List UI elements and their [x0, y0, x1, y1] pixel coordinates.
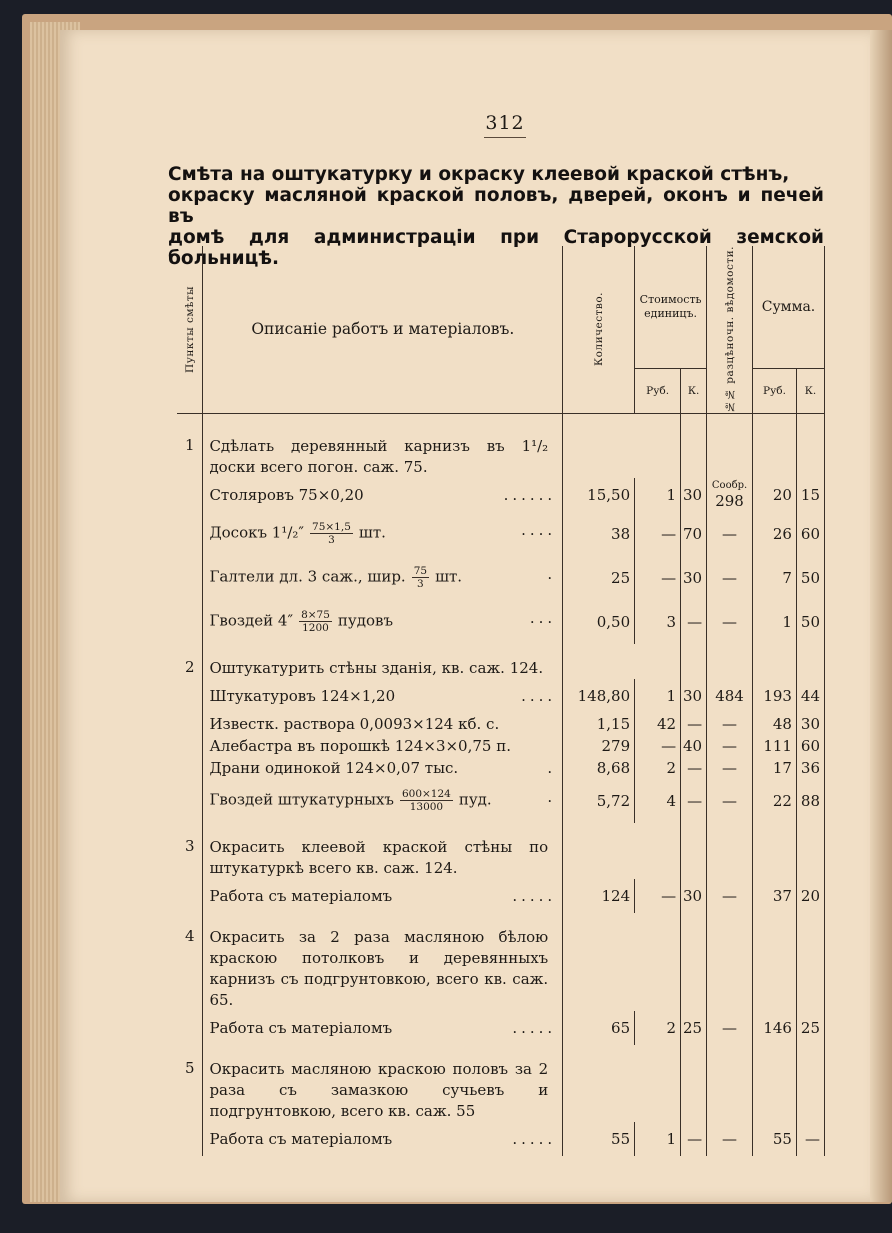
section-row — [177, 913, 825, 1011]
empty-cell — [635, 913, 681, 1011]
item-unit: пудовъ — [337, 611, 393, 630]
unit-rub-value: 1 — [635, 478, 681, 512]
item-description — [203, 879, 563, 913]
item-name: Штукатуровъ 124×1,20 — [209, 686, 396, 705]
reference-cell — [707, 512, 753, 556]
point-number: 2 — [177, 644, 203, 679]
reference-cell — [707, 735, 753, 757]
quantity-value: 65 — [563, 1011, 635, 1045]
leader-dots: ..... — [512, 886, 557, 905]
unit-rub-value: 2 — [635, 1011, 681, 1045]
table-row — [177, 512, 825, 556]
section-row — [177, 823, 825, 879]
empty-cell — [681, 823, 707, 879]
reference-cell — [707, 757, 753, 779]
leader-dots: ...... — [503, 485, 557, 504]
section-row — [177, 1045, 825, 1122]
sum-rub-value: 111 — [753, 735, 797, 757]
empty-cell — [796, 644, 824, 679]
reference-cell — [707, 779, 753, 823]
item-unit: шт. — [358, 523, 386, 542]
unit-rub-value: 4 — [635, 779, 681, 823]
table-row — [177, 1122, 825, 1156]
point-empty — [177, 779, 203, 823]
quantity-value: 38 — [563, 512, 635, 556]
header-sum: Сумма. — [753, 246, 825, 368]
unit-kop-value: — — [681, 757, 707, 779]
point-empty — [177, 1122, 203, 1156]
reference-cell — [707, 679, 753, 713]
header-unit-rub: Руб. — [635, 368, 681, 413]
item-name: Гвоздей 4″ — [209, 611, 294, 630]
point-empty — [177, 757, 203, 779]
unit-kop-value: 40 — [681, 735, 707, 757]
item-name: Известк. раствора 0,0093×124 кб. с. — [209, 714, 500, 733]
page-number-rule — [484, 137, 526, 138]
section-row — [177, 413, 825, 478]
header-reference: №№ разцѣночн. вѣдомости. — [707, 246, 753, 413]
empty-cell — [753, 413, 797, 478]
empty-cell — [707, 1045, 753, 1122]
item-description — [203, 512, 563, 556]
leader-dots: ..... — [512, 1018, 557, 1037]
table-row — [177, 879, 825, 913]
quantity-value: 1,15 — [563, 713, 635, 735]
fraction-numerator: 8×75 — [301, 609, 330, 622]
quantity-value: 5,72 — [563, 779, 635, 823]
empty-cell — [796, 823, 824, 879]
item-fraction — [412, 565, 429, 590]
empty-cell — [635, 1045, 681, 1122]
item-name: Гвоздей штукатурныхъ — [209, 790, 394, 809]
sum-kop-value: 60 — [796, 735, 824, 757]
section-text: Окрасить за 2 раза масляною бѣлою краскою потолковъ и деревянныхъ карнизъ съ подгрунтовкою, всего кв. саж. 65. — [209, 927, 549, 1009]
empty-cell — [796, 413, 824, 478]
fraction-numerator: 75×1,5 — [312, 521, 351, 534]
header-sum-kop: К. — [796, 368, 824, 413]
fraction-denominator: 3 — [328, 534, 335, 547]
point-number: 5 — [177, 1045, 203, 1122]
point-empty — [177, 478, 203, 512]
empty-cell — [707, 913, 753, 1011]
point-empty — [177, 713, 203, 735]
sum-rub-value: 1 — [753, 600, 797, 644]
table-row — [177, 556, 825, 600]
table-row — [177, 713, 825, 735]
table-row — [177, 1011, 825, 1045]
empty-cell — [681, 644, 707, 679]
point-empty — [177, 679, 203, 713]
sum-kop-value: 15 — [796, 478, 824, 512]
sum-rub-value: 146 — [753, 1011, 797, 1045]
table-row — [177, 735, 825, 757]
reference-cell — [707, 713, 753, 735]
unit-rub-value: — — [635, 735, 681, 757]
reference-value: — — [722, 1018, 738, 1037]
unit-kop-value: — — [681, 779, 707, 823]
unit-kop-value: 30 — [681, 679, 707, 713]
leader-dots: . — [547, 565, 557, 584]
empty-cell — [563, 1045, 635, 1122]
item-fraction — [400, 788, 453, 813]
sum-kop-value: 60 — [796, 512, 824, 556]
section-row — [177, 644, 825, 679]
empty-cell — [563, 913, 635, 1011]
fraction-denominator: 1200 — [302, 622, 329, 635]
empty-cell — [635, 644, 681, 679]
page-right-edge — [870, 30, 892, 1202]
title-line: домѣ для администраціи при Старорусской земской больницѣ. — [168, 227, 824, 269]
sum-kop-value: — — [796, 1122, 824, 1156]
sum-rub-value: 48 — [753, 713, 797, 735]
sum-rub-value: 37 — [753, 879, 797, 913]
quantity-value: 15,50 — [563, 478, 635, 512]
leader-dots: .... — [521, 521, 557, 540]
section-text: Окрасить масляною краскою половъ за 2 раза съ замазкою сучьевъ и подгрунтовкою, всего кв. саж. 55 — [209, 1059, 549, 1120]
leader-dots: .... — [521, 686, 557, 705]
sum-kop-value: 25 — [796, 1011, 824, 1045]
unit-rub-value: — — [635, 512, 681, 556]
table-row — [177, 600, 825, 644]
unit-rub-value: 2 — [635, 757, 681, 779]
empty-cell — [563, 413, 635, 478]
empty-cell — [707, 413, 753, 478]
item-description — [203, 735, 563, 757]
quantity-value: 279 — [563, 735, 635, 757]
section-text: Сдѣлать деревянный карнизъ въ 1¹/₂ доски всего погон. саж. 75. — [209, 436, 549, 476]
fraction-numerator: 600×124 — [401, 788, 451, 801]
point-number: 1 — [177, 413, 203, 478]
sum-kop-value: 88 — [796, 779, 824, 823]
unit-kop-value: 30 — [681, 879, 707, 913]
empty-cell — [681, 1045, 707, 1122]
item-unit: шт. — [435, 567, 463, 586]
reference-cell — [707, 600, 753, 644]
item-fraction — [310, 521, 353, 546]
empty-cell — [707, 644, 753, 679]
item-name: Столяровъ 75×0,20 — [209, 485, 364, 504]
point-number: 3 — [177, 823, 203, 879]
table-row — [177, 779, 825, 823]
quantity-value: 25 — [563, 556, 635, 600]
item-description — [203, 757, 563, 779]
sum-rub-value: 7 — [753, 556, 797, 600]
table-header-row — [177, 246, 825, 368]
unit-rub-value: 1 — [635, 679, 681, 713]
reference-value: — — [722, 612, 738, 631]
unit-kop-value: 30 — [681, 556, 707, 600]
unit-kop-value: — — [681, 713, 707, 735]
header-quantity: Количество. — [563, 246, 635, 413]
item-fraction — [299, 609, 332, 634]
unit-rub-value: — — [635, 879, 681, 913]
leader-dots: ..... — [512, 1129, 557, 1148]
item-name: Галтели дл. 3 саж., шир. — [209, 567, 406, 586]
sum-kop-value: 20 — [796, 879, 824, 913]
quantity-value: 8,68 — [563, 757, 635, 779]
sum-rub-value: 193 — [753, 679, 797, 713]
empty-cell — [707, 823, 753, 879]
item-unit: пуд. — [458, 790, 492, 809]
estimate-table — [177, 246, 825, 1156]
unit-kop-value: 25 — [681, 1011, 707, 1045]
header-sum-rub: Руб. — [753, 368, 797, 413]
empty-cell — [753, 913, 797, 1011]
reference-value: 298 — [715, 491, 744, 510]
item-description — [203, 478, 563, 512]
leader-dots: . — [547, 758, 557, 777]
quantity-value: 55 — [563, 1122, 635, 1156]
fraction-numerator: 75 — [413, 565, 428, 578]
item-name: Досокъ 1¹/₂″ — [209, 523, 305, 542]
sum-rub-value: 20 — [753, 478, 797, 512]
item-name: Драни одинокой 124×0,07 тыс. — [209, 758, 459, 777]
unit-rub-value: — — [635, 556, 681, 600]
point-empty — [177, 512, 203, 556]
table-row — [177, 757, 825, 779]
item-description — [203, 1011, 563, 1045]
item-name: Работа съ матеріаломъ — [209, 1018, 393, 1037]
reference-note: Сообр. — [711, 479, 748, 491]
empty-cell — [681, 913, 707, 1011]
header-unit-kop: К. — [681, 368, 707, 413]
reference-cell — [707, 879, 753, 913]
reference-value: — — [722, 886, 738, 905]
quantity-value: 148,80 — [563, 679, 635, 713]
reference-cell — [707, 556, 753, 600]
header-unit-cost: Стоимость единицъ. — [635, 246, 707, 368]
empty-cell — [796, 1045, 824, 1122]
empty-cell — [563, 644, 635, 679]
title-line: Смѣта на оштукатурку и окраску клеевой краской стѣнъ, — [168, 164, 790, 185]
header-description: Описаніе работъ и матеріаловъ. — [203, 246, 563, 413]
reference-value: — — [722, 758, 738, 777]
fraction-denominator: 13000 — [409, 801, 444, 814]
item-description — [203, 600, 563, 644]
section-text: Окрасить клеевой краской стѣны по штукатуркѣ всего кв. саж. 124. — [209, 837, 549, 877]
unit-rub-value: 1 — [635, 1122, 681, 1156]
reference-cell — [707, 1011, 753, 1045]
point-number: 4 — [177, 913, 203, 1011]
sum-kop-value: 44 — [796, 679, 824, 713]
item-description — [203, 713, 563, 735]
point-empty — [177, 879, 203, 913]
empty-cell — [635, 413, 681, 478]
empty-cell — [753, 1045, 797, 1122]
empty-cell — [563, 823, 635, 879]
quantity-value: 124 — [563, 879, 635, 913]
empty-cell — [635, 823, 681, 879]
header-point: Пункты смѣты — [177, 246, 203, 413]
leader-dots: ... — [529, 609, 557, 628]
section-text: Оштукатурить стѣны зданія, кв. саж. 124. — [209, 658, 544, 677]
item-name: Алебастра въ порошкѣ 124×3×0,75 п. — [209, 736, 511, 755]
sum-kop-value: 30 — [796, 713, 824, 735]
empty-cell — [753, 823, 797, 879]
reference-cell — [707, 1122, 753, 1156]
empty-cell — [753, 644, 797, 679]
sum-rub-value: 22 — [753, 779, 797, 823]
item-description — [203, 779, 563, 823]
reference-value: — — [722, 568, 738, 587]
unit-kop-value: 70 — [681, 512, 707, 556]
fraction-denominator: 3 — [417, 578, 424, 591]
estimate-body — [177, 413, 825, 1156]
reference-value: — — [722, 714, 738, 733]
item-name: Работа съ матеріаломъ — [209, 886, 393, 905]
unit-kop-value: 30 — [681, 478, 707, 512]
point-empty — [177, 735, 203, 757]
item-description — [203, 679, 563, 713]
sum-rub-value: 17 — [753, 757, 797, 779]
sum-kop-value: 50 — [796, 556, 824, 600]
reference-value: — — [722, 524, 738, 543]
sum-rub-value: 26 — [753, 512, 797, 556]
empty-cell — [681, 413, 707, 478]
reference-value: — — [722, 791, 738, 810]
unit-rub-value: 3 — [635, 600, 681, 644]
title-line: окраску масляной краской половъ, дверей, оконъ и печей въ — [168, 185, 824, 227]
item-description — [203, 1122, 563, 1156]
unit-kop-value: — — [681, 600, 707, 644]
table-row — [177, 679, 825, 713]
page-number: 312 — [485, 112, 525, 134]
quantity-value: 0,50 — [563, 600, 635, 644]
reference-value: 484 — [715, 686, 744, 705]
reference-cell — [707, 478, 753, 512]
sum-kop-value: 36 — [796, 757, 824, 779]
sum-rub-value: 55 — [753, 1122, 797, 1156]
unit-kop-value: — — [681, 1122, 707, 1156]
table-row — [177, 478, 825, 512]
reference-value: — — [722, 1129, 738, 1148]
point-empty — [177, 1011, 203, 1045]
item-description — [203, 556, 563, 600]
empty-cell — [796, 913, 824, 1011]
reference-value: — — [722, 736, 738, 755]
leader-dots: . — [547, 788, 557, 807]
point-empty — [177, 556, 203, 600]
unit-rub-value: 42 — [635, 713, 681, 735]
point-empty — [177, 600, 203, 644]
item-name: Работа съ матеріаломъ — [209, 1129, 393, 1148]
sum-kop-value: 50 — [796, 600, 824, 644]
